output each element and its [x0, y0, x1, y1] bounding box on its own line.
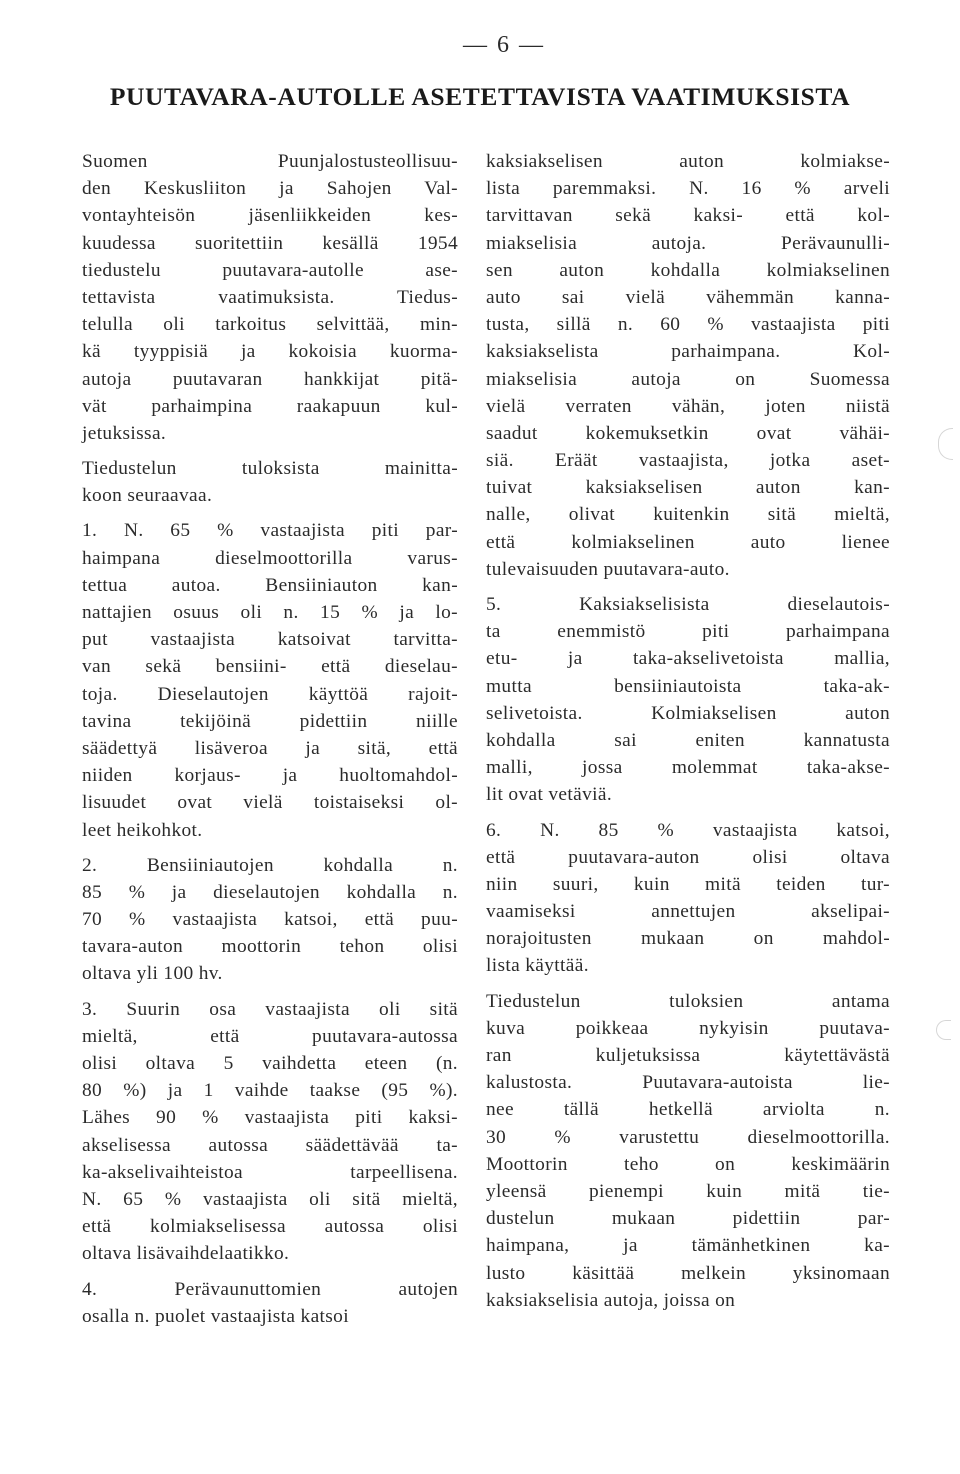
text-line: nalle, olivat kuitenkin sitä mieltä, [486, 504, 890, 526]
text-line: yleensä pienempi kuin mitä tie- [486, 1180, 890, 1202]
page-number: — 6 — [463, 32, 545, 58]
paragraph [82, 148, 458, 447]
text-line: niiden korjaus- ja huoltomahdol- [82, 765, 458, 787]
text-line: auto sai vielä vähemmän kanna- [486, 286, 890, 308]
text-line: 2. Bensiiniautojen kohdalla n. [82, 854, 458, 876]
text-line: norajoitusten mukaan on mahdol- [486, 928, 890, 950]
paragraph [486, 988, 890, 1314]
text-line: 5. Kaksiakselisista dieselautois- [486, 594, 890, 615]
text-line: 85 % ja dieselautojen kohdalla n. [82, 881, 458, 903]
text-line: siä. Eräät vastaajista, jotka aset- [486, 450, 890, 472]
text-line: Moottorin teho on keskimäärin [486, 1153, 890, 1175]
text-line: kalustosta. Puutavara-autoista lie- [486, 1072, 890, 1094]
text-line: 80 %) ja 1 vaihde taakse (95 %). [82, 1080, 458, 1102]
text-line: den Keskusliiton ja Sahojen Val- [82, 178, 458, 200]
text-line: vaamiseksi annettujen akselipai- [486, 901, 890, 923]
text-line: kaksiakselisia autoja, joissa on [486, 1289, 736, 1311]
text-line: vielä verraten vähän, joten niistä [486, 395, 890, 417]
paragraph [486, 817, 890, 980]
text-line: autoja puutavaran hankkijat pitä- [82, 368, 458, 390]
text-line: tavina tekijöinä pidettiin niille [82, 710, 458, 732]
text-line: tuivat kaksiakselisen auton kan- [486, 477, 890, 499]
paragraph-gap [82, 844, 458, 852]
text-line: leet heikohkot. [82, 819, 203, 841]
text-line: 3. Suurin osa vastaajista oli sitä [82, 998, 458, 1020]
text-line: kaksiakselisen auton kolmiakse- [486, 151, 890, 172]
text-line: ran kuljetuksissa käytettävästä [486, 1045, 890, 1066]
text-line: osalla n. puolet vastaajista katsoi [82, 1305, 349, 1327]
text-line: mutta bensiiniautoista taka-ak- [486, 675, 890, 697]
scan-mark-icon [936, 1020, 951, 1040]
text-line: koon seuraavaa. [82, 485, 213, 507]
text-line: 70 % vastaajista katsoi, että puu- [82, 909, 458, 931]
text-line: tulevaisuuden puutavara-auto. [486, 558, 730, 580]
text-line: että puutavara-auton olisi oltava [486, 846, 890, 868]
paragraph-gap [82, 988, 458, 996]
text-line: sen auton kohdalla kolmiakselinen [486, 259, 890, 281]
left-column [82, 148, 458, 1330]
text-line: oltava yli 100 hv. [82, 963, 223, 985]
paragraph [82, 852, 458, 988]
text-line: lit ovat vetäviä. [486, 784, 613, 806]
text-line: haimpana dieselmoottorilla varus- [82, 547, 458, 569]
text-line: että kolmiakselinen auto lienee [486, 531, 890, 553]
paragraph [82, 455, 458, 509]
text-line: Suomen Puunjalostusteollisuu- [82, 151, 458, 172]
paragraph-gap [82, 1268, 458, 1276]
text-line: säädettyä lisäveroa ja sitä, että [82, 737, 458, 759]
text-line: ta enemmistö piti parhaimpana [486, 621, 890, 643]
paragraph [486, 148, 890, 583]
page-title: PUUTAVARA-AUTOLLE ASETETTAVISTA VAATIMUKSISTA [109, 82, 851, 111]
text-line: nattajien osuus oli n. 15 % ja lo- [82, 602, 458, 623]
text-line: niin suuri, kuin mitä teiden tur- [486, 873, 890, 895]
text-line: telulla oli tarkoitus selvittää, min- [82, 314, 458, 336]
text-line: 6. N. 85 % vastaajista katsoi, [486, 819, 890, 841]
paragraph-gap [82, 447, 458, 455]
text-line: put vastaajista katsoivat tarvitta- [82, 629, 458, 651]
text-line: lusto käsittää melkein yksinomaan [486, 1262, 890, 1284]
text-line: nee tällä hetkellä arviolta n. [486, 1099, 890, 1121]
text-line: mieltä, että puutavara-autossa [82, 1025, 458, 1047]
text-line: kuudessa suoritettiin kesällä 1954 [82, 232, 458, 254]
text-line: miakselisia autoja on Suomessa [486, 368, 890, 390]
text-line: 4. Perävaunuttomien autojen [82, 1278, 458, 1300]
text-line: dustelun mukaan pidettiin par- [486, 1208, 890, 1230]
text-line: saadut kokemuksetkin ovat vähäi- [486, 422, 890, 444]
paragraph-gap [486, 583, 890, 591]
text-line: haimpana, ja tämänhetkinen ka- [486, 1235, 890, 1257]
text-line: N. 65 % vastaajista oli sitä mieltä, [82, 1188, 458, 1210]
text-line: 1. N. 65 % vastaajista piti par- [82, 520, 458, 542]
scan-mark-icon [938, 428, 953, 460]
paragraph-gap [486, 980, 890, 988]
text-line: tettavista vaatimuksista. Tiedus- [82, 286, 458, 308]
text-line: lisuudet ovat vielä toistaiseksi ol- [82, 792, 458, 814]
text-line: tettua autoa. Bensiiniauton kan- [82, 574, 458, 596]
text-line: toja. Dieselautojen käyttöä rajoit- [82, 683, 458, 705]
text-line: miakselisia autoja. Perävaunulli- [486, 232, 890, 254]
text-line: kä tyyppisiä ja kokoisia kuorma- [82, 341, 458, 363]
text-line: kohdalla sai eniten kannatusta [486, 729, 890, 751]
text-line: vät parhaimpina raakapuun kul- [82, 395, 458, 417]
text-line: kuva poikkeaa nykyisin puutava- [486, 1017, 890, 1039]
paragraph-gap [82, 509, 458, 517]
text-line: vontayhteisön jäsenliikkeiden kes- [82, 205, 458, 227]
text-line: tiedustelu puutavara-autolle ase- [82, 259, 458, 281]
text-line: lista paremmaksi. N. 16 % arveli [486, 178, 890, 200]
text-line: lista käyttää. [486, 955, 589, 977]
paragraph-gap [486, 809, 890, 817]
text-line: tarvittavan sekä kaksi- että kol- [486, 205, 890, 227]
paragraph [82, 1276, 458, 1330]
text-line: ka-akselivaihteistoa tarpeellisena. [82, 1161, 458, 1183]
paragraph [486, 591, 890, 809]
text-line: oltava lisävaihdelaatikko. [82, 1243, 290, 1265]
paragraph [82, 517, 458, 843]
text-line: selivetoista. Kolmiakselisen auton [486, 702, 890, 724]
text-line: kaksiakselista parhaimpana. Kol- [486, 341, 890, 363]
right-column [486, 148, 890, 1314]
paragraph [82, 996, 458, 1268]
text-line: Tiedustelun tuloksien antama [486, 990, 890, 1012]
text-line: olisi oltava 5 vaihdetta eteen (n. [82, 1053, 458, 1074]
text-line: van sekä bensiini- että dieselau- [82, 656, 458, 678]
text-line: jetuksissa. [82, 422, 167, 444]
text-line: malli, jossa molemmat taka-akse- [486, 757, 890, 779]
text-line: Lähes 90 % vastaajista piti kaksi- [82, 1107, 458, 1129]
text-line: akselisessa autossa säädettävää ta- [82, 1134, 458, 1156]
text-line: tavara-auton moottorin tehon olisi [82, 936, 458, 958]
text-line: että kolmiakselisessa autossa olisi [82, 1216, 458, 1238]
text-line: tusta, sillä n. 60 % vastaajista piti [486, 314, 890, 336]
text-line: etu- ja taka-akselivetoista mallia, [486, 648, 890, 670]
text-line: Tiedustelun tuloksista mainitta- [82, 458, 458, 480]
text-line: 30 % varustettu dieselmoottorilla. [486, 1126, 890, 1148]
